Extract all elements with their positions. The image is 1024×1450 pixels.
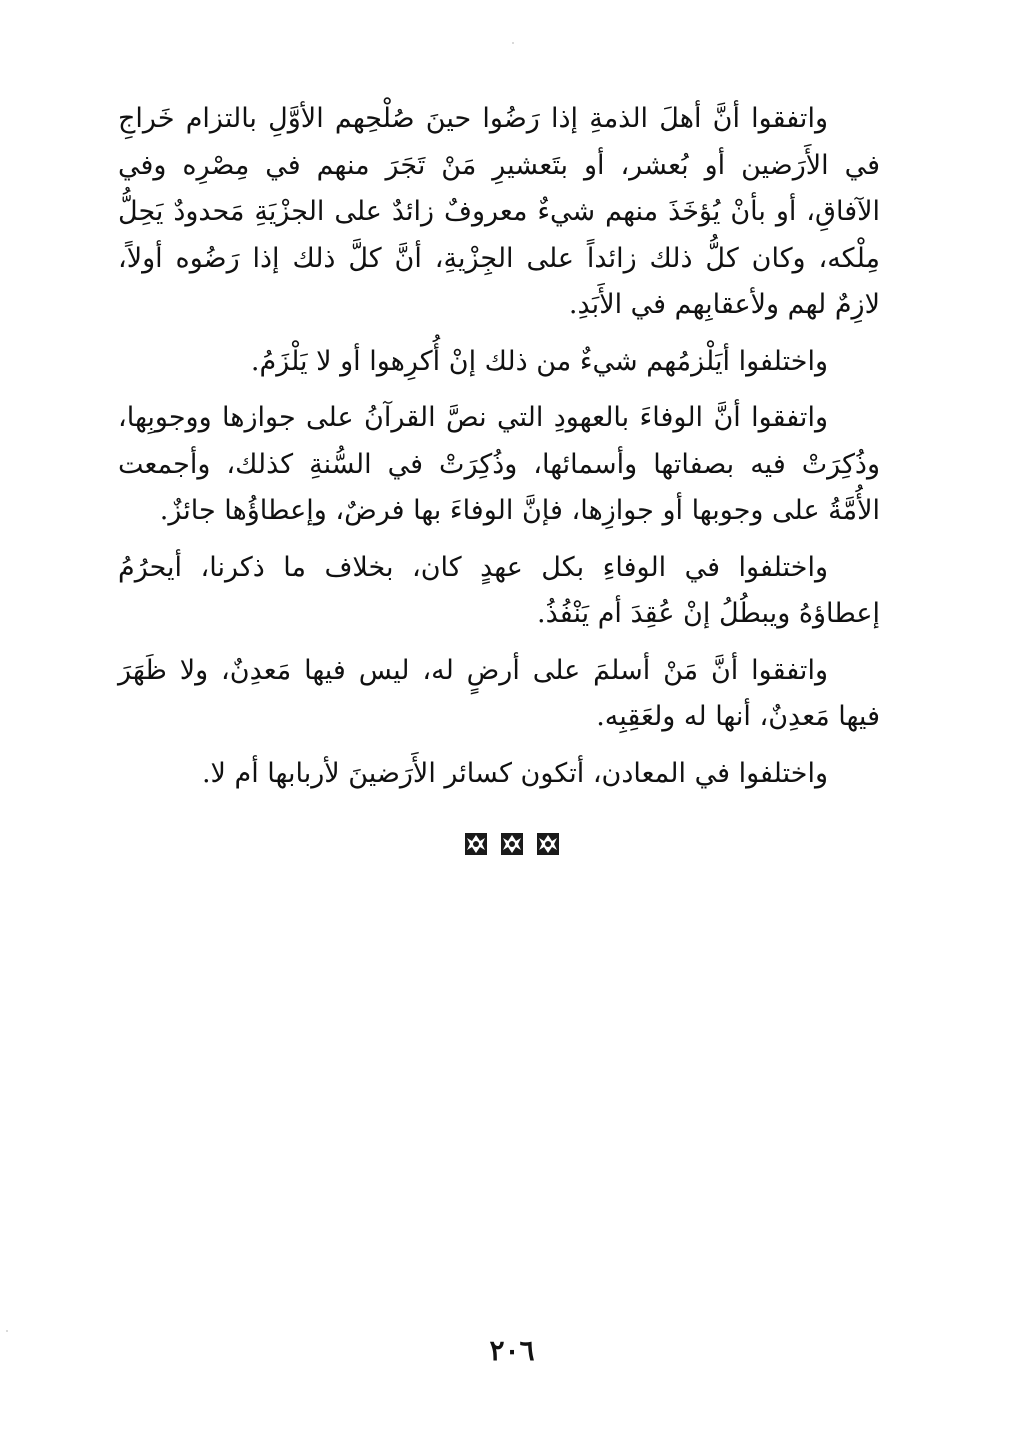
paragraph-5: واتفقوا أنَّ مَنْ أسلمَ على أرضٍ له، ليس فيها مَعدِنٌ، ولا ظَهَرَ فيها مَعدِنٌ، أنها له ولعَقِبِه.	[118, 654, 880, 732]
ornament-icon	[464, 832, 488, 856]
paragraph-2: واختلفوا أيَلْزمُهم شيءٌ من ذلك إنْ أُكرِهوا أو لا يَلْزَمُ.	[250, 345, 828, 377]
ornament-icon	[500, 832, 524, 856]
scan-speck	[6, 1330, 8, 1332]
paragraph-3: واتفقوا أنَّ الوفاءَ بالعهودِ التي نصَّ القرآنُ على جوازها ووجوبِها، وذُكِرَتْ فيه بصفاتها وأسمائها، وذُكِرَتْ في السُّنةِ كذلك، وأجمعت الأُمَّةُ على وجوبها أو جوازِها، فإنَّ الوفاءَ بها فرضٌ، وإعطاؤُها جائزٌ.	[118, 402, 880, 526]
ornament-icon	[536, 832, 560, 856]
section-end-ornaments	[0, 832, 1024, 856]
scan-speck	[512, 42, 514, 44]
body-text	[118, 96, 880, 807]
paragraph-6: واختلفوا في المعادن، أتكون كسائر الأَرَضينَ لأربابها أم لا.	[201, 757, 828, 789]
paragraph-4: واختلفوا في الوفاءِ بكل عهدٍ كان، بخلاف ما ذكرنا، أيحرُمُ إعطاؤهُ ويبطُلُ إنْ عُقِدَ أم يَنْفُذُ.	[118, 551, 880, 629]
page-number: ٢٠٦	[489, 1334, 535, 1367]
paragraph-1: واتفقوا أنَّ أهلَ الذمةِ إذا رَضُوا حينَ صُلْحِهم الأوَّلِ بالتزام خَراجِ في الأَرَضين أو بُعشر، أو بتَعشيرِ مَنْ تَجَرَ منهم في مِصْرِه وفي الآفاقِ، أو بأنْ يُؤخَذَ منهم شيءٌ معروفٌ زائدٌ على الجزْيَةِ مَحدودٌ يَحِلُّ مِلْكه، وكان كلُّ ذلك زائداً على الجِزْيةِ، أنَّ كلَّ ذلك إذا رَضُوه أولاً، لازِمٌ لهم ولأعقابِهم في الأَبَدِ.	[118, 103, 880, 320]
